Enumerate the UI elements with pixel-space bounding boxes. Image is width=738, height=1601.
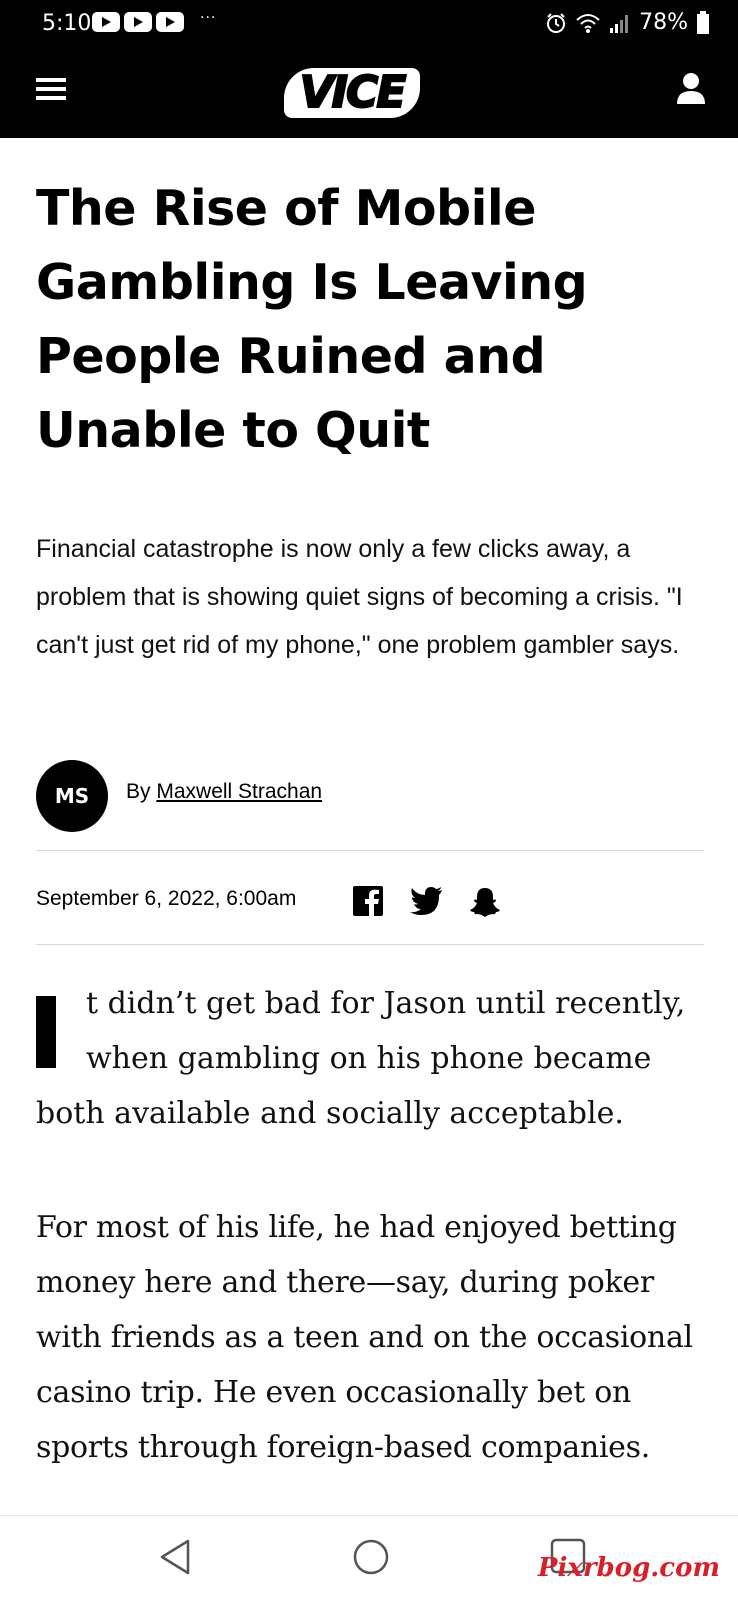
byline <box>126 780 322 804</box>
home-icon[interactable] <box>352 1538 390 1581</box>
author-avatar[interactable]: MS <box>36 760 108 832</box>
twitter-icon[interactable] <box>409 886 441 918</box>
battery-percent: 78% <box>639 10 688 35</box>
paragraph-2: For most of his life, he had enjoyed betting money here and there—say, during poker with friends as a teen and on the occasional casino trip. He even occasionally bet on sports through foreign-based companies. <box>36 1210 693 1465</box>
site-header <box>0 48 738 138</box>
back-icon[interactable] <box>158 1538 194 1581</box>
facebook-icon[interactable] <box>353 886 385 918</box>
signal-icon <box>609 12 631 34</box>
vice-logo[interactable]: VICE <box>284 68 420 118</box>
snapchat-icon[interactable] <box>469 886 501 918</box>
article-headline: The Rise of Mobile Gambling Is Leaving People Ruined and Unable to Quit <box>36 180 588 459</box>
divider <box>36 850 704 851</box>
battery-icon <box>696 11 710 35</box>
wifi-icon <box>575 12 601 34</box>
user-icon[interactable] <box>676 72 706 108</box>
status-time: 5:10 <box>42 11 92 36</box>
hamburger-menu-icon[interactable] <box>36 78 66 104</box>
youtube-icon <box>124 12 152 32</box>
paragraph-1-line-3: both available and socially acceptable. <box>36 1096 624 1131</box>
more-notifications-indicator: ··· <box>200 10 217 26</box>
youtube-icon <box>156 12 184 32</box>
paragraph-1-line-2: when gambling on his phone became <box>86 1041 652 1076</box>
alarm-icon <box>545 12 567 34</box>
status-bar <box>0 0 738 48</box>
youtube-icon <box>92 12 120 32</box>
divider <box>36 944 704 945</box>
author-link[interactable]: Maxwell Strachan <box>156 780 323 803</box>
system-navigation-bar <box>0 1515 738 1601</box>
byline-prefix: By <box>126 780 151 803</box>
watermark: Pixrbog.com <box>537 1553 720 1583</box>
status-indicators <box>545 10 710 35</box>
paragraph-1-line-1: t didn’t get bad for Jason until recently, <box>86 986 686 1021</box>
article-dek: Financial catastrophe is now only a few clicks away, a problem that is showing quiet signs of becoming a crisis. "I can't just get rid of my phone," one problem gambler says. <box>36 535 683 659</box>
drop-cap <box>36 996 56 1068</box>
publish-date: September 6, 2022, 6:00am <box>36 887 297 910</box>
